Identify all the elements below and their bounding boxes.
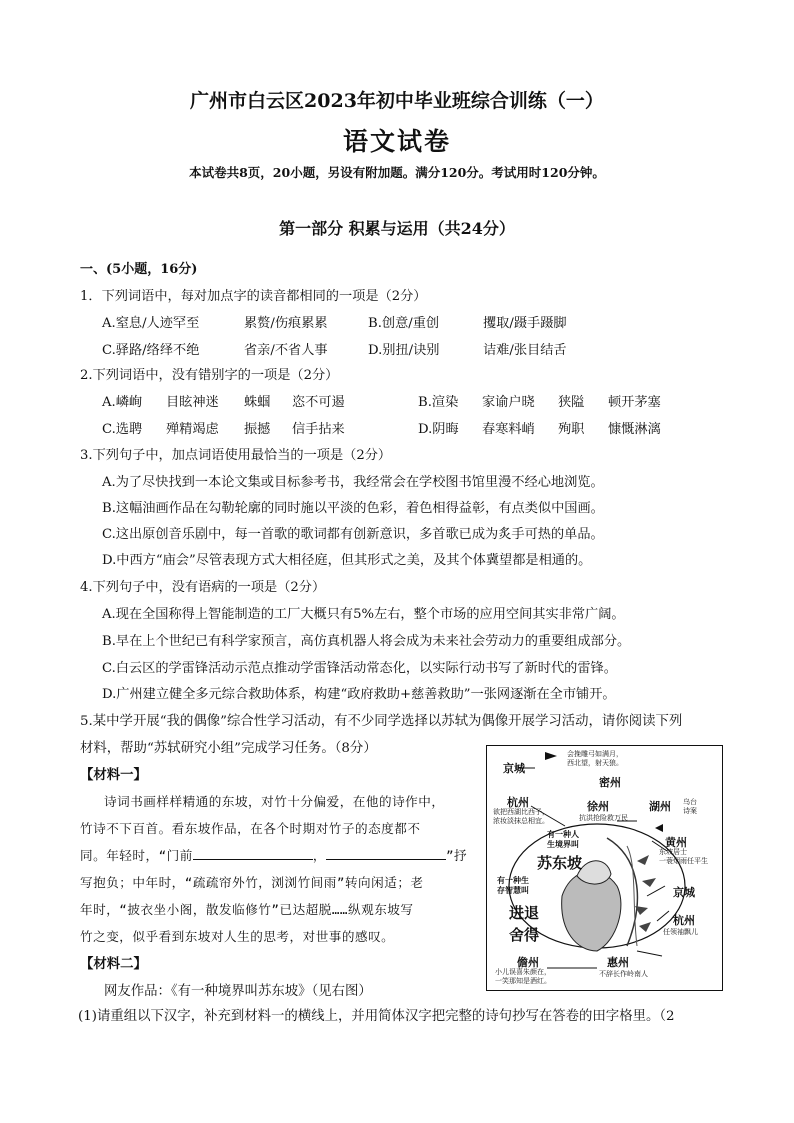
fig-note: 东坡居士 一蓑烟雨任平生 [659,848,708,865]
fig-note: 小儿误喜朱颜在， 一笑那知是酒红。 [495,968,551,985]
q1-option-c-2: 省亲/不省人事 [244,343,328,358]
fig-note: 乌台 诗案 [683,798,697,815]
q2-c-4: 信手拈来 [292,422,345,437]
q2-d-2: 春寒料峭 [482,422,535,437]
q1-stem: 1．下列词语中，每对加点字的读音都相同的一项是（2分） [80,289,427,304]
q3-option-c: C.这出原创音乐剧中，每一首歌的歌词都有创新意识，多首歌已成为炙手可热的单品。 [102,527,604,542]
q4-option-b: B.早在上个世纪已有科学家预言，高仿真机器人将会成为未来社会劳动力的重要组成部分。 [102,634,631,649]
fig-label-huzhou: 湖州 [649,800,671,813]
q2-b-1: B.渲染 [418,395,459,410]
q3-option-b: B.这幅油画作品在勾勒轮廓的同时施以平淡的色彩，着色相得益彰，有点类似中国画。 [102,501,604,516]
fig-label-huizhou: 惠州 [607,956,629,969]
material-one-heading: 【材料一】 [80,767,147,783]
material-one-line: 竹诗不下百首。看东坡作品，在各个时期对竹子的态度都不 [80,821,421,836]
exam-title: 广州市白云区2023年初中毕业班综合训练（一） [190,90,604,112]
answer-blank-1 [193,849,313,860]
part-title: 第一部分 积累与运用（共24分） [279,219,515,238]
q4-option-a: A.现在全国称得上智能制造的工厂大概只有5%左右，整个市场的应用空间其实非常广阔。 [102,607,625,622]
fig-note: 抗洪抢险救万民 [579,814,628,822]
q2-a-3: 蛛蝈 [244,395,271,410]
fig-label-danzhou: 儋州 [517,956,539,969]
fig-label-mizhou: 密州 [599,776,621,789]
material-one-text: ”抒 [445,848,468,863]
material-one-line: 诗词书画样样精通的东坡，对竹十分偏爱，在他的诗作中， [104,794,445,809]
q2-a-1: A.嶙峋 [102,395,143,410]
q1-option-a-1: A.窒息/人迹罕至 [102,316,200,331]
subject-title: 语文试卷 [342,127,451,156]
fig-label-hangzhou-2: 杭州 [673,914,695,927]
fig-center-caption: 有一种人 生境界叫 [547,830,579,849]
q5-stem-line2: 材料，帮助“苏轼研究小组”完成学习任务。（8分） [80,741,377,756]
fig-label-jingcheng: 京城 [503,762,525,775]
q4-stem: 4.下列句子中，没有语病的一项是（2分） [80,580,326,595]
fig-label-hangzhou: 杭州 [507,796,529,809]
fig-note: 会挽雕弓如满月， 西北望，射天狼。 [567,750,623,767]
material-one-line: 年时，“披衣坐小阁，散发临修竹”已达超脱……纵观东坡写 [80,902,414,917]
fig-label-huangzhou: 黄州 [665,836,687,849]
q1-option-a-2: 累赘/伤痕累累 [244,316,328,331]
fig-center-name: 苏东坡 [537,854,583,872]
fig-note: 任领袖飘儿 [663,928,698,936]
fig-label-jingcheng-2: 京城 [673,886,695,899]
material-one-line: 竹之变，似乎看到东坡对人生的思考，对世事的感叹。 [80,929,395,944]
q2-c-1: C.选聘 [102,422,143,437]
q1-option-c-1: C.驿路/络绎不绝 [102,343,200,358]
q4-option-d: D.广州建立健全多元综合救助体系，构建“政府救助+慈善救助”一张网逐渐在全市铺开。 [102,687,616,702]
answer-blank-2 [326,849,446,860]
q2-d-3: 殉职 [558,422,585,437]
q2-stem: 2.下列词语中，没有错别字的一项是（2分） [80,368,339,383]
q1-option-b-1: B.创意/重创 [368,316,440,331]
q1-option-d-2: 诘难/张目结舌 [483,343,567,358]
material-two-heading: 【材料二】 [80,956,147,972]
q3-option-d: D.中西方“庙会”尽管表现方式大相径庭，但其形式之美，及其个体冀望都是相通的。 [102,553,592,568]
q5-stem-line1: 5.某中学开展“我的偶像”综合性学习活动，有不少同学选择以苏轼为偶像开展学习活动，请你阅读下列 [80,714,683,729]
fig-note: 不辞长作岭南人 [599,970,648,978]
material-one-text: ， [312,848,326,863]
fig-shede: 舍得 [509,926,540,944]
material-one-line-with-blanks [80,845,467,864]
q3-stem: 3.下列句子中，加点词语使用最恰当的一项是（2分） [80,448,392,463]
section-heading: 一、(5小题，16分) [80,262,198,277]
material-two-text: 网友作品：《有一种境界叫苏东坡》（见右图） [104,984,372,999]
q3-option-a: A.为了尽快找到一本论文集或目标参考书，我经常会在学校图书馆里漫不经心地浏览。 [102,475,604,490]
material-one-line: 写抱负；中年时，“疏疏帘外竹，浏浏竹间雨”转向闲适；老 [80,875,424,890]
material-one-text: 同。年轻时，“门前 [80,848,193,863]
q1-option-d-1: D.别扭/诀别 [368,343,440,358]
fig-left-caption: 有一种生 存智慧叫 [497,876,529,895]
exam-info: 本试卷共8页，20小题，另设有附加题。满分120分。考试用时120分钟。 [189,165,605,180]
q2-b-3: 狭隘 [558,395,585,410]
q2-a-2: 目眩神迷 [166,395,219,410]
su-dongpo-journey-figure [486,745,723,991]
fig-label-xuzhou: 徐州 [587,800,609,813]
q2-c-2: 殚精竭虑 [166,422,219,437]
q2-d-4: 慷慨淋漓 [608,422,661,437]
fig-note: 欲把西湖比西子， 浓妆淡抹总相宜。 [493,808,549,825]
task-1-instruction: (1)请重组以下汉字，补充到材料一的横线上，并用简体汉字把完整的诗句抄写在答卷的田字格里。（2 [78,1009,675,1024]
q2-d-1: D.阴晦 [418,422,459,437]
q4-option-c: C.白云区的学雷锋活动示范点推动学雷锋活动常态化，以实际行动书写了新时代的雷锋。 [102,661,617,676]
q2-c-3: 振撼 [244,422,271,437]
q2-b-2: 家谕户晓 [482,395,535,410]
q2-a-4: 恣不可遏 [292,395,345,410]
q1-option-b-2: 攫取/蹑手蹑脚 [483,316,567,331]
q2-b-4: 顿开茅塞 [608,395,661,410]
fig-jintui: 进退 [509,904,540,922]
